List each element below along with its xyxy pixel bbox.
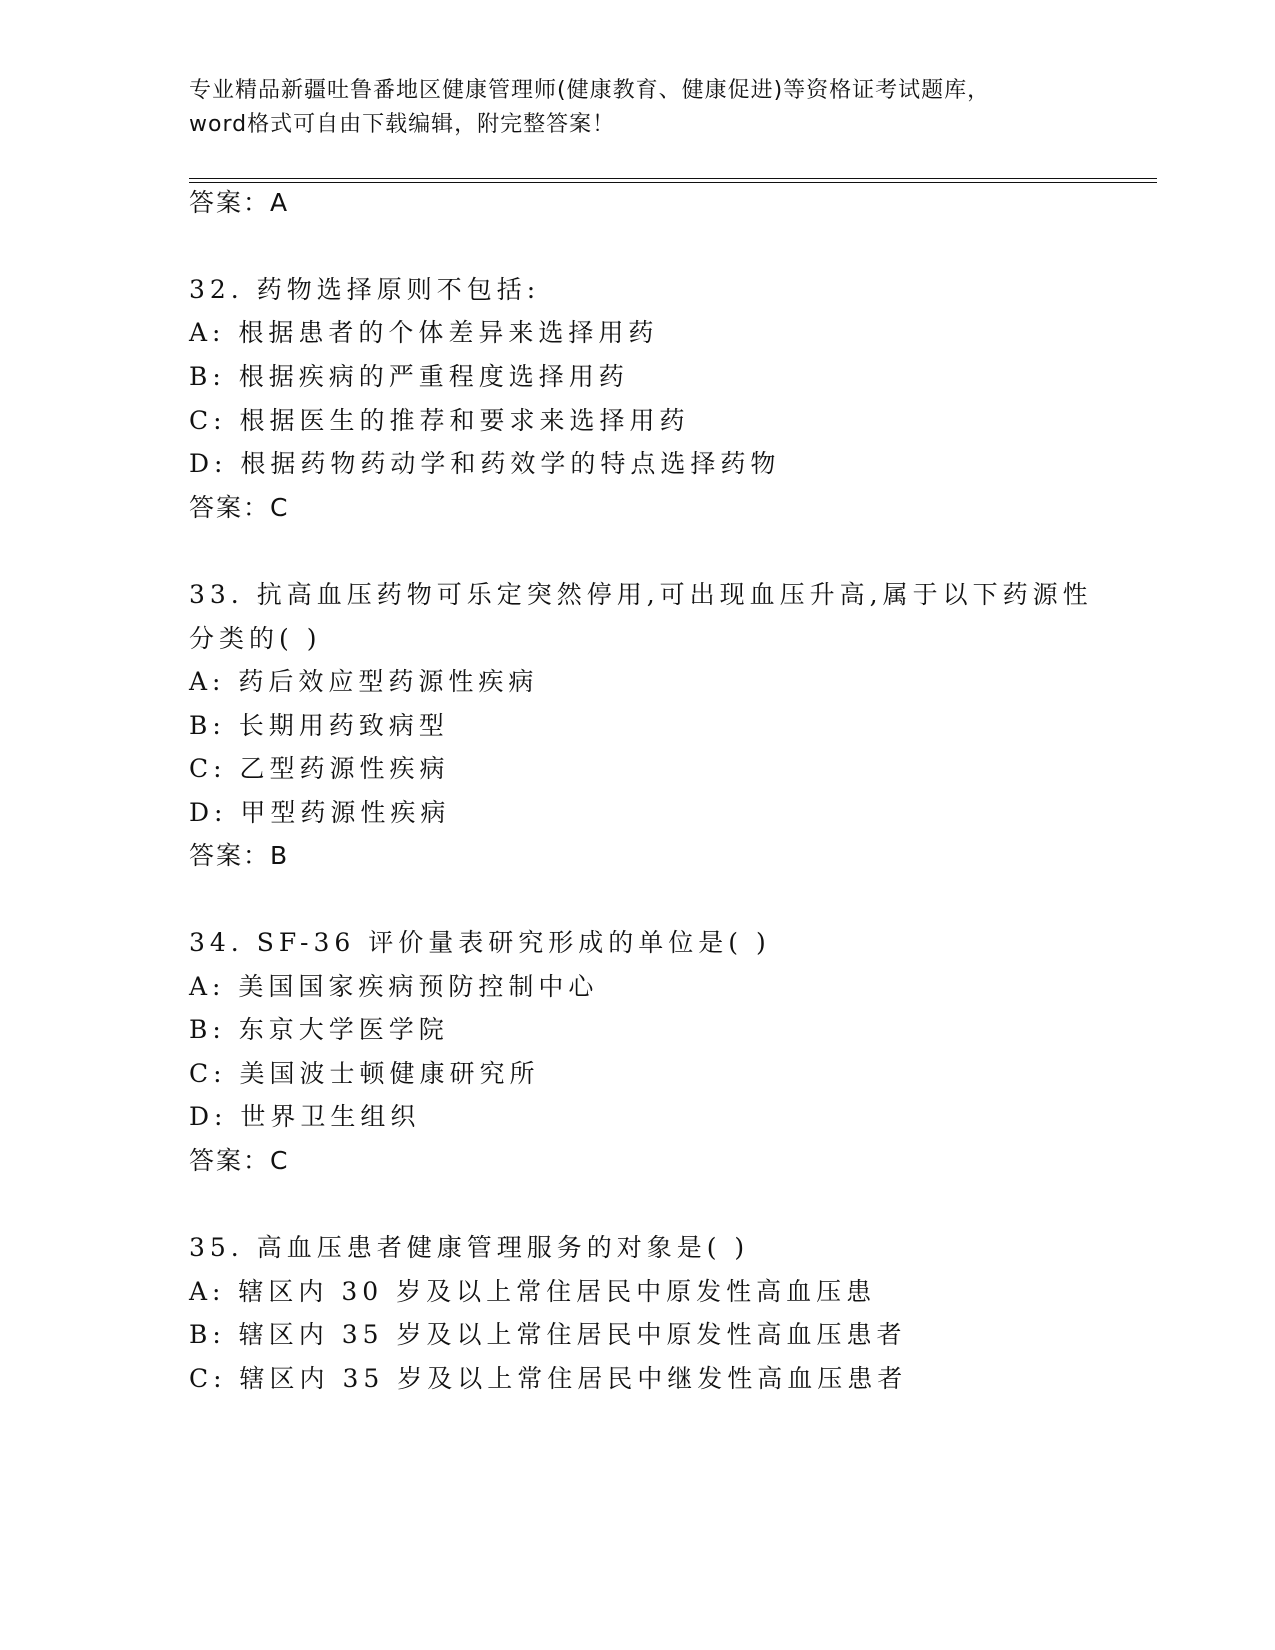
question-32-option-b: B: 根据疾病的严重程度选择用药: [189, 362, 629, 391]
question-35: 35. 高血压患者健康管理服务的对象是( ): [189, 1233, 750, 1262]
question-34-option-a: A: 美国国家疾病预防控制中心: [189, 972, 599, 1001]
question-34-option-b: B: 东京大学医学院: [189, 1015, 449, 1044]
header-divider-top: [189, 178, 1157, 179]
question-32-option-d: D: 根据药物药动学和药效学的特点选择药物: [189, 449, 781, 478]
answer-31: 答案：A: [189, 188, 290, 217]
question-33-option-c: C: 乙型药源性疾病: [189, 754, 450, 783]
question-35-option-b: B: 辖区内 35 岁及以上常住居民中原发性高血压患者: [189, 1320, 907, 1349]
question-32: 32. 药物选择原则不包括:: [189, 275, 541, 304]
answer-33: 答案：B: [189, 841, 290, 870]
question-33-option-d: D: 甲型药源性疾病: [189, 798, 451, 827]
answer-34: 答案：C: [189, 1146, 290, 1175]
answer-32: 答案：C: [189, 493, 290, 522]
question-34-option-c: C: 美国波士顿健康研究所: [189, 1059, 540, 1088]
header-line-2: word格式可自由下载编辑，附完整答案！: [189, 112, 616, 137]
header-line-1: 专业精品新疆吐鲁番地区健康管理师(健康教育、健康促进)等资格证考试题库，: [189, 78, 991, 103]
question-34: 34. SF-36 评价量表研究形成的单位是( ): [189, 928, 771, 957]
question-34-option-d: D: 世界卫生组织: [189, 1102, 421, 1131]
header-divider-bottom: [189, 182, 1157, 183]
question-33-option-a: A: 药后效应型药源性疾病: [189, 667, 539, 696]
question-32-option-a: A: 根据患者的个体差异来选择用药: [189, 318, 659, 347]
question-33-line-2: 分类的( ): [189, 624, 322, 653]
page-header: [189, 74, 1149, 142]
question-35-option-c: C: 辖区内 35 岁及以上常住居民中继发性高血压患者: [189, 1364, 908, 1393]
question-35-option-a: A: 辖区内 30 岁及以上常住居民中原发性高血压患: [189, 1277, 877, 1306]
question-33-line-1: 33. 抗高血压药物可乐定突然停用,可出现血压升高,属于以下药源性: [189, 580, 1093, 609]
question-33-option-b: B: 长期用药致病型: [189, 711, 449, 740]
question-32-option-c: C: 根据医生的推荐和要求来选择用药: [189, 406, 690, 435]
